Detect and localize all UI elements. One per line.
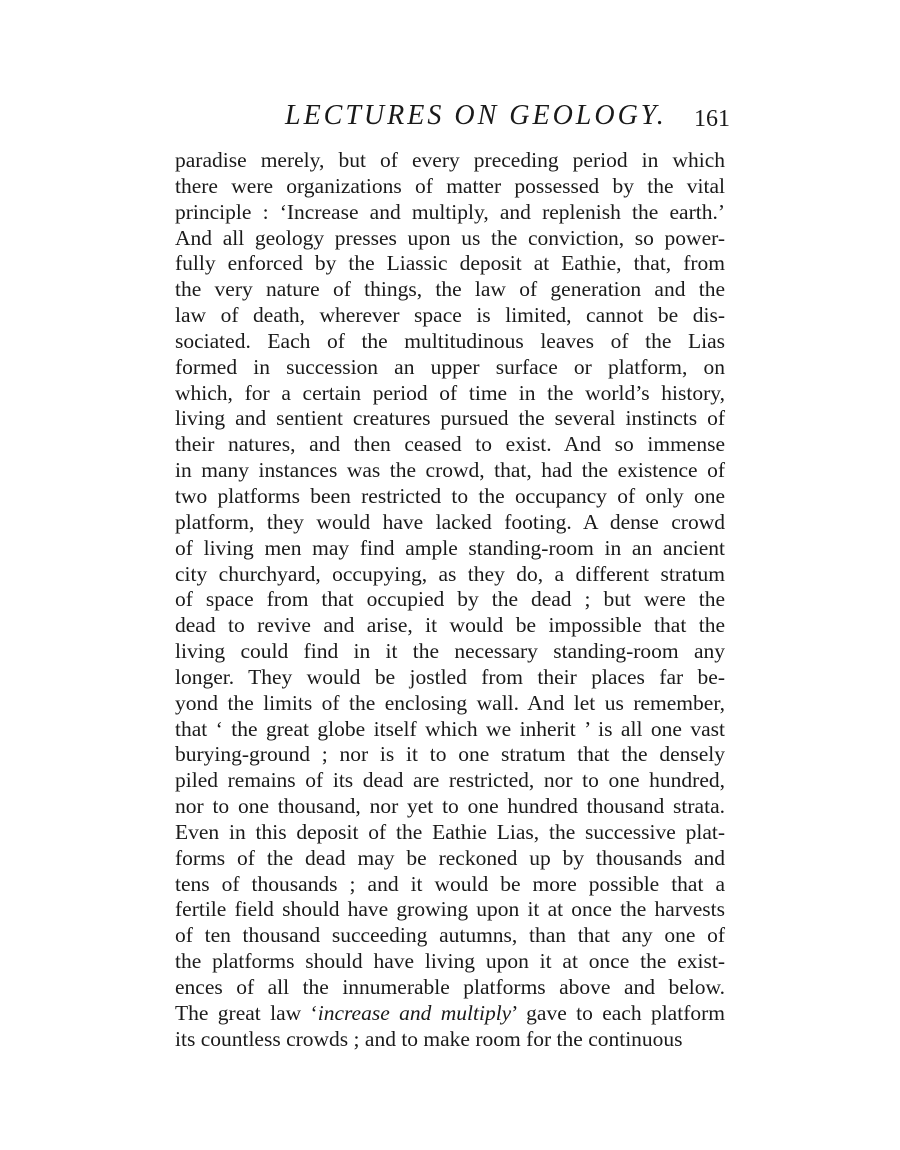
text-line: principle : ‘Increase and multiply, and replenish the earth.’: [175, 199, 725, 224]
text-line: platform, they would have lacked footing. A dense crowd: [175, 509, 725, 534]
body-text: [175, 148, 725, 1053]
text-line: the very nature of things, the law of generation and the: [175, 277, 725, 302]
text-line: burying-ground ; nor is it to one stratum that the densely: [175, 742, 725, 767]
text-line: nor to one thousand, nor yet to one hundred thousand strata.: [175, 794, 725, 819]
text-line: longer. They would be jostled from their places far be-: [175, 664, 725, 689]
text-line: its countless crowds ; and to make room for the continuous: [175, 1026, 683, 1051]
text-line: forms of the dead may be reckoned up by thousands and: [175, 845, 725, 870]
text-line: there were organizations of matter possessed by the vital: [175, 173, 725, 198]
text-line: which, for a certain period of time in the world’s history,: [175, 380, 725, 405]
text-line: piled remains of its dead are restricted, nor to one hundred,: [175, 768, 725, 793]
text-line: of ten thousand succeeding autumns, than that any one of: [175, 923, 725, 948]
text-line: Even in this deposit of the Eathie Lias, the successive plat-: [175, 819, 725, 844]
text-line: the platforms should have living upon it at once the exist-: [175, 949, 725, 974]
text-run: The great law ‘: [175, 1000, 318, 1025]
text-line: fully enforced by the Liassic deposit at Eathie, that, from: [175, 251, 725, 276]
text-line: two platforms been restricted to the occupancy of only one: [175, 483, 725, 508]
running-title: LECTURES ON GEOLOGY.: [285, 100, 667, 131]
text-line: ences of all the innumerable platforms above and below.: [175, 975, 725, 999]
text-line: city churchyard, occupying, as they do, a different stratum: [175, 561, 725, 586]
text-line: that ‘ the great globe itself which we inherit ’ is all one vast: [175, 716, 725, 741]
text-line: living and sentient creatures pursued the several instincts of: [175, 406, 725, 431]
text-line: dead to revive and arise, it would be impossible that the: [175, 613, 725, 638]
text-line: tens of thousands ; and it would be more possible that a: [175, 871, 725, 896]
text-line: sociated. Each of the multitudinous leaves of the Lias: [175, 328, 725, 353]
text-line: of space from that occupied by the dead ; but were the: [175, 587, 725, 612]
text-line: of living men may find ample standing-room in an ancient: [175, 535, 725, 560]
page-number: 161: [694, 106, 730, 132]
text-line: And all geology presses upon us the conviction, so power-: [175, 225, 725, 250]
text-line: paradise merely, but of every preceding period in which: [175, 148, 725, 172]
text-line: their natures, and then ceased to exist. And so immense: [175, 432, 725, 457]
text-line: in many instances was the crowd, that, had the existence of: [175, 458, 725, 483]
text-line: [175, 1001, 725, 1027]
text-line: living could find in it the necessary standing-room any: [175, 639, 725, 664]
italic-phrase: increase and multiply: [317, 1000, 512, 1025]
running-head: [170, 100, 730, 140]
text-line: yond the limits of the enclosing wall. And let us remember,: [175, 690, 725, 715]
text-run: ’ gave to each platform: [511, 1000, 725, 1025]
text-line: formed in succession an upper surface or platform, on: [175, 354, 725, 379]
text-line: law of death, wherever space is limited, cannot be dis-: [175, 303, 725, 328]
text-line: fertile field should have growing upon it at once the harvests: [175, 897, 725, 922]
